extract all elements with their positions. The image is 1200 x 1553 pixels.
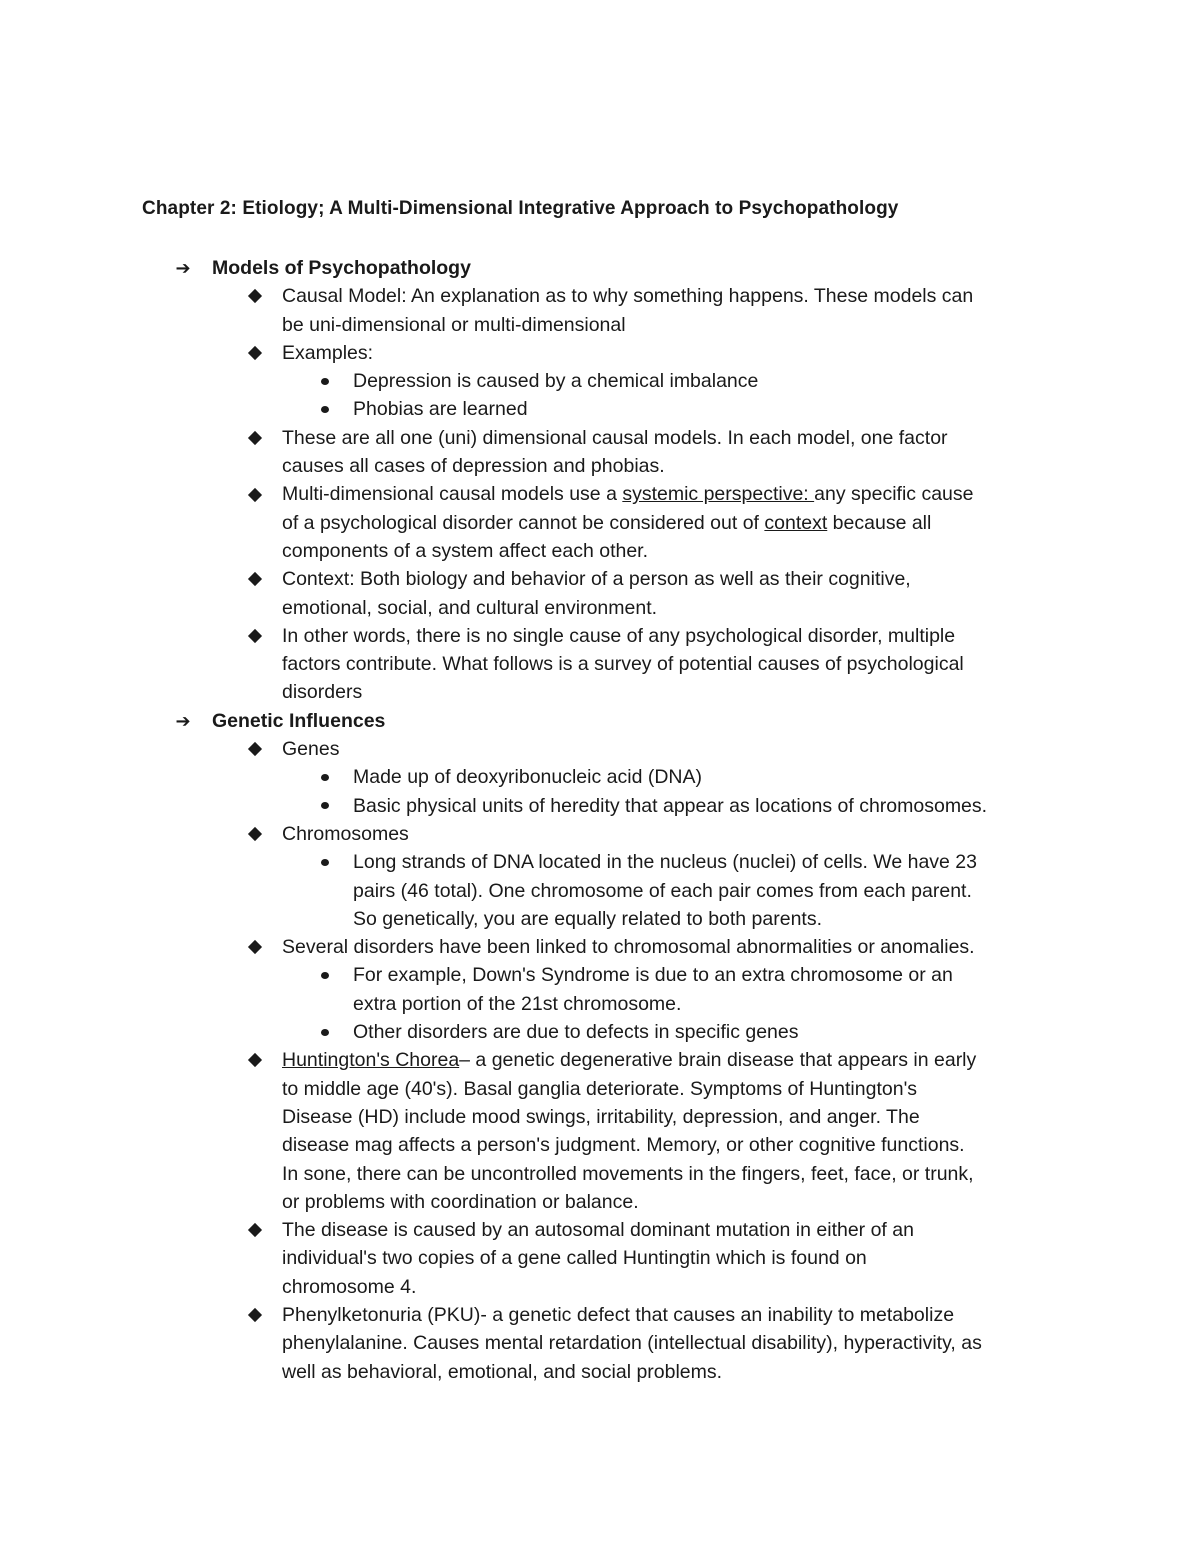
- section-heading-models: [0, 254, 1200, 282]
- dot-bullet-icon: [316, 367, 334, 395]
- list-item: Examples:: [0, 339, 1200, 367]
- list-item-continuation: disease mag affects a person's judgment. Memory, or other cognitive functions.: [282, 1134, 965, 1157]
- diamond-bullet-icon: [244, 1301, 266, 1329]
- dot-bullet-icon: [316, 763, 334, 791]
- list-item: Causal Model: An explanation as to why something happens. These models can: [0, 282, 1200, 310]
- sub-list-item-continuation: extra portion of the 21st chromosome.: [353, 992, 682, 1015]
- section-heading-label: Models of Psychopathology: [212, 257, 471, 279]
- list-item-continuation: chromosome 4.: [282, 1275, 417, 1298]
- list-item-continuation: individual's two copies of a gene called Huntingtin which is found on: [282, 1247, 867, 1270]
- list-item: Genes: [0, 735, 1200, 763]
- diamond-bullet-icon: [244, 735, 266, 763]
- list-item-continuation: emotional, social, and cultural environment.: [282, 596, 658, 619]
- document-body: [0, 254, 1200, 1386]
- arrow-bullet-icon: ➔: [175, 710, 191, 731]
- dot-bullet-icon: [316, 792, 334, 820]
- list-item-continuation: of a psychological disorder cannot be considered out of context because all: [282, 511, 932, 534]
- sub-list-item: Made up of deoxyribonucleic acid (DNA): [0, 763, 1200, 791]
- diamond-bullet-icon: [244, 622, 266, 650]
- section-heading-genetic: [0, 707, 1200, 735]
- list-item-continuation: or problems with coordination or balance.: [282, 1190, 639, 1213]
- list-item: These are all one (uni) dimensional causal models. In each model, one factor: [0, 424, 1200, 452]
- diamond-bullet-icon: [244, 480, 266, 508]
- arrow-bullet-icon: ➔: [175, 258, 191, 278]
- list-item-continuation: factors contribute. What follows is a survey of potential causes of psychological: [282, 653, 964, 676]
- diamond-bullet-icon: [244, 339, 266, 367]
- list-item: Phenylketonuria (PKU)- a genetic defect that causes an inability to metabolize: [0, 1301, 1200, 1329]
- sub-list-item: For example, Down's Syndrome is due to an extra chromosome or an: [0, 961, 1200, 989]
- list-item-continuation: disorders: [282, 681, 363, 704]
- sub-list-item-continuation: pairs (46 total). One chromosome of each pair comes from each parent.: [353, 879, 972, 902]
- list-item-continuation: components of a system affect each other.: [282, 539, 649, 562]
- list-item-continuation: be uni-dimensional or multi-dimensional: [282, 313, 626, 336]
- list-item-continuation: causes all cases of depression and phobias.: [282, 455, 665, 478]
- dot-bullet-icon: [316, 1018, 334, 1046]
- term-systemic-perspective: systemic perspective:: [622, 483, 815, 506]
- sub-list-item: Long strands of DNA located in the nucleus (nuclei) of cells. We have 23: [0, 848, 1200, 876]
- diamond-bullet-icon: [244, 282, 266, 310]
- list-item-continuation: to middle age (40's). Basal ganglia deteriorate. Symptoms of Huntington's: [282, 1077, 918, 1100]
- list-item: Several disorders have been linked to chromosomal abnormalities or anomalies.: [0, 933, 1200, 961]
- dot-bullet-icon: [316, 395, 334, 423]
- list-item: Chromosomes: [0, 820, 1200, 848]
- dot-bullet-icon: [316, 848, 334, 876]
- list-item-continuation: Disease (HD) include mood swings, irritability, depression, and anger. The: [282, 1105, 920, 1128]
- sub-list-item: Basic physical units of heredity that appear as locations of chromosomes.: [0, 792, 1200, 820]
- section-heading-label: Genetic Influences: [212, 709, 386, 732]
- sub-list-item-continuation: So genetically, you are equally related to both parents.: [353, 907, 823, 930]
- term-context: context: [764, 511, 828, 534]
- page-title: Chapter 2: Etiology; A Multi-Dimensional Integrative Approach to Psychopathology: [142, 198, 899, 219]
- diamond-bullet-icon: [244, 933, 266, 961]
- sub-list-item: Depression is caused by a chemical imbalance: [0, 367, 1200, 395]
- list-item: Huntington's Chorea– a genetic degenerative brain disease that appears in early: [0, 1046, 1200, 1074]
- list-item-continuation: well as behavioral, emotional, and social problems.: [282, 1360, 723, 1383]
- list-item-continuation: In sone, there can be uncontrolled movements in the fingers, feet, face, or trunk,: [282, 1162, 974, 1185]
- diamond-bullet-icon: [244, 565, 266, 593]
- diamond-bullet-icon: [244, 424, 266, 452]
- dot-bullet-icon: [316, 961, 334, 989]
- list-item: Context: Both biology and behavior of a person as well as their cognitive,: [0, 565, 1200, 593]
- diamond-bullet-icon: [244, 820, 266, 848]
- diamond-bullet-icon: [244, 1046, 266, 1074]
- sub-list-item: Other disorders are due to defects in specific genes: [0, 1018, 1200, 1046]
- list-item: The disease is caused by an autosomal dominant mutation in either of an: [0, 1216, 1200, 1244]
- list-item: Multi-dimensional causal models use a systemic perspective: any specific cause: [0, 480, 1200, 508]
- list-item-continuation: phenylalanine. Causes mental retardation (intellectual disability), hyperactivity, as: [282, 1332, 982, 1355]
- diamond-bullet-icon: [244, 1216, 266, 1244]
- sub-list-item: Phobias are learned: [0, 395, 1200, 423]
- list-item: In other words, there is no single cause of any psychological disorder, multiple: [0, 622, 1200, 650]
- term-huntingtons-chorea: Huntington's Chorea: [282, 1049, 460, 1072]
